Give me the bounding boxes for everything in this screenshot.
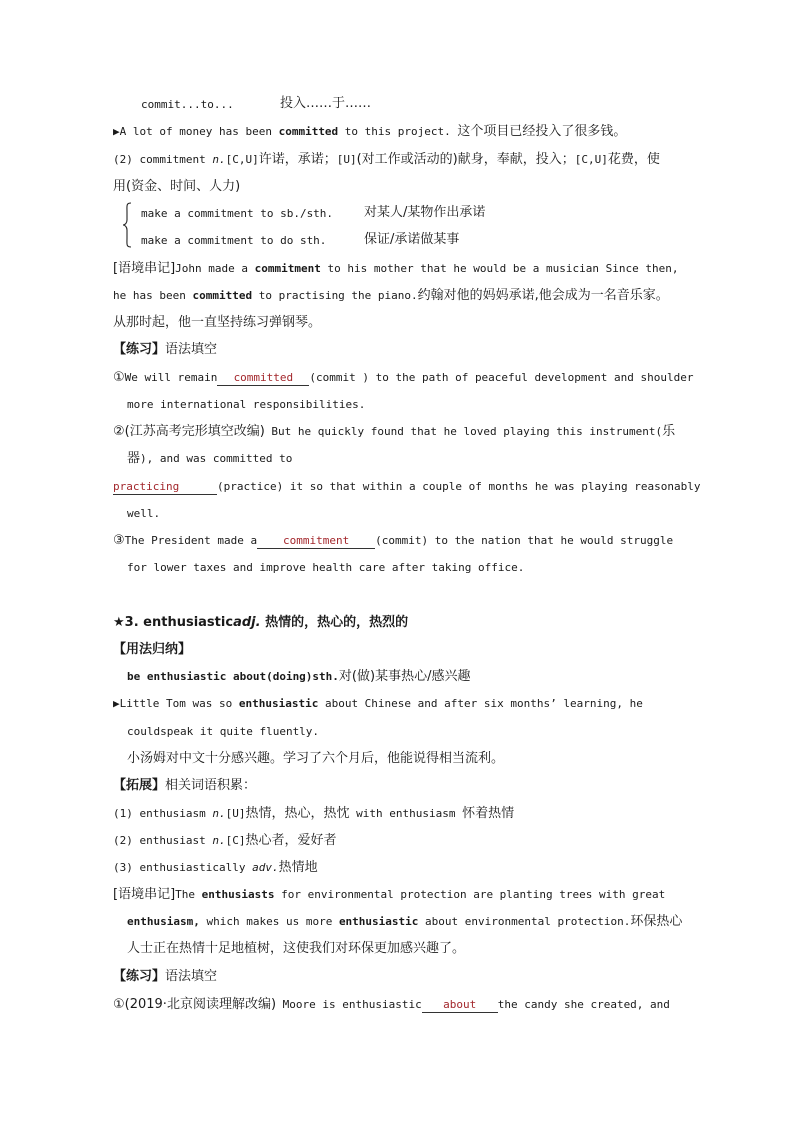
example-text: about Chinese and after six months’ learning, he <box>318 697 643 710</box>
context-line-1 <box>113 887 665 903</box>
ext-pos: n. <box>212 807 226 820</box>
brace-icon <box>122 202 132 248</box>
ext-text: [U] <box>225 807 246 820</box>
context-zh: 环保热心 <box>630 914 683 929</box>
def-text: [C,U] <box>225 153 259 166</box>
context-text: to practising the piano. <box>252 289 418 302</box>
example-zh <box>127 751 504 767</box>
ext-text: (1) enthusiasm <box>113 807 213 820</box>
practice-header <box>113 969 217 985</box>
context-text: for environmental protection are planting trees with great <box>274 888 666 901</box>
context-text: The <box>175 888 202 901</box>
ext-zh: 热情地 <box>278 860 318 875</box>
brace-phrase-en: make a commitment to do sth. <box>141 234 327 247</box>
question-source: (江苏高考完形填空改编) <box>124 424 265 439</box>
question-zh: 乐 <box>662 424 676 439</box>
question-1-cont <box>127 397 365 413</box>
def-zh: 许诺，承诺； <box>258 152 337 167</box>
question-text: (commit ) to the path of peaceful development and shoulder <box>309 371 694 384</box>
question-text: Moore is enthusiastic <box>276 998 422 1011</box>
ext-text: [C] <box>225 834 246 847</box>
question-2-cont <box>127 451 292 467</box>
ext-pos: adv. <box>252 861 279 874</box>
example-bold: enthusiastic <box>238 697 319 710</box>
question-2-answer-line <box>113 479 700 495</box>
def-zh: 用(资金、时间、人力) <box>113 179 241 194</box>
question-text: But he quickly found that he loved playing this instrument( <box>264 425 663 438</box>
question-text: (practice) it so that within a couple of months he was playing reasonably <box>217 480 701 493</box>
phrase-zh <box>280 96 371 112</box>
question-1 <box>113 997 670 1013</box>
ext-text: with enthusiasm <box>349 807 463 820</box>
question-2-end <box>127 506 160 522</box>
question-text: the candy she created, and <box>497 998 670 1011</box>
section-title <box>113 615 408 631</box>
extension-item-3 <box>113 860 318 876</box>
example-sentence <box>113 696 643 712</box>
context-zh: 从那时起，他一直坚持练习弹钢琴。 <box>113 315 322 330</box>
answer-blank[interactable]: practicing <box>113 480 217 495</box>
ext-zh: 怀着热情 <box>462 806 515 821</box>
brace-phrase-1-zh <box>364 205 485 221</box>
example-text: ▶A lot of money has been <box>113 125 279 138</box>
practice-label: 【练习】 <box>113 969 166 984</box>
context-bold: enthusiasm, <box>127 915 200 928</box>
example-text: ▶Little Tom was so <box>113 697 239 710</box>
context-text: to his mother that he would be a musician Since then, <box>320 262 679 275</box>
brace-phrase-2 <box>141 233 326 249</box>
answer-blank[interactable]: about <box>422 998 498 1013</box>
usage-en: be enthusiastic about(doing)sth. <box>127 670 339 683</box>
context-line-3 <box>113 315 321 331</box>
def-zh: 花费，使 <box>607 152 660 167</box>
def-text: (2) commitment <box>113 153 213 166</box>
context-zh: 人士正在热情十足地植树，这使我们对环保更加感兴趣了。 <box>127 941 466 956</box>
extension-label: 【拓展】 <box>113 778 166 793</box>
extension-item-1 <box>113 806 514 822</box>
extension-label-zh: 相关词语积累： <box>165 778 257 793</box>
phrase-line <box>141 97 234 113</box>
extension-header <box>113 778 256 794</box>
def-text: [C,U] <box>574 153 608 166</box>
question-number: ② <box>113 424 125 439</box>
example-text: to this project. <box>338 125 458 138</box>
answer-blank[interactable]: commitment <box>257 534 375 549</box>
def-text: [U] <box>336 153 357 166</box>
practice-label-zh: 语法填空 <box>165 342 218 357</box>
practice-label-zh: 语法填空 <box>165 969 218 984</box>
answer-blank[interactable]: committed <box>217 371 309 386</box>
definition-line <box>113 152 660 168</box>
practice-header <box>113 342 217 358</box>
extension-item-2 <box>113 833 336 849</box>
brace-phrase-en: make a commitment to sb./sth. <box>141 207 334 220</box>
context-bold: enthusiasts <box>201 888 275 901</box>
phrase-zh-text: 投入……于…… <box>280 96 372 111</box>
context-bold: commitment <box>254 262 321 275</box>
question-text: The President made a <box>124 534 258 547</box>
question-text: (commit) to the nation that he would struggle <box>375 534 674 547</box>
context-zh: 约翰对他的妈妈承诺,他会成为一名音乐家。 <box>417 288 669 303</box>
ext-pos: n. <box>212 834 226 847</box>
question-text: We will remain <box>124 371 218 384</box>
question-3-cont <box>127 560 524 576</box>
headword-zh: 热情的，热心的，热烈的 <box>260 615 409 630</box>
headword: enthusiastic <box>143 615 234 630</box>
ext-zh: 热心者，爱好者 <box>245 833 337 848</box>
question-1 <box>113 370 693 386</box>
question-number: ③ <box>113 533 125 548</box>
context-text: he has been <box>113 289 193 302</box>
phrase-en: commit...to... <box>141 98 234 111</box>
example-zh: 这个项目已经投入了很多钱。 <box>457 124 627 139</box>
example-text: couldspeak it quite fluently. <box>127 725 320 738</box>
context-line-3 <box>127 941 465 957</box>
question-text: ), and was committed to <box>140 452 293 465</box>
context-line-2 <box>113 288 669 304</box>
ext-text: (2) enthusiast <box>113 834 213 847</box>
usage-zh: 对(做)某事热心/感兴趣 <box>338 669 471 684</box>
question-source: (2019·北京阅读理解改编) <box>124 997 277 1012</box>
example-bold: committed <box>278 125 339 138</box>
question-number: ① <box>113 997 125 1012</box>
context-text: about environmental protection. <box>418 915 631 928</box>
example-sentence <box>113 124 626 140</box>
context-bold: committed <box>192 289 253 302</box>
question-text: for lower taxes and improve health care after taking office. <box>127 561 525 574</box>
question-2 <box>113 424 675 440</box>
brace-phrase-2-zh <box>364 232 459 248</box>
context-text: which makes us more <box>199 915 339 928</box>
context-label: [语境串记] <box>113 887 176 902</box>
question-zh: 器 <box>127 451 141 466</box>
headword-pos: adj. <box>233 615 261 630</box>
usage-line-1 <box>127 669 470 685</box>
brace-phrase-zh: 保证/承诺做某事 <box>364 232 460 247</box>
ext-text: (3) enthusiastically <box>113 861 253 874</box>
brace-phrase-zh: 对某人/某物作出承诺 <box>364 205 486 220</box>
example-sentence-cont <box>127 724 319 740</box>
question-3 <box>113 533 673 549</box>
usage-label-text: 【用法归纳】 <box>113 642 192 657</box>
definition-line-cont <box>113 179 240 195</box>
context-line-1 <box>113 261 679 277</box>
context-line-2 <box>127 914 682 930</box>
question-number: ① <box>113 370 125 385</box>
def-zh: (对工作或活动的)献身，奉献，投入； <box>356 152 575 167</box>
star-icon: ★3. <box>113 615 144 630</box>
ext-zh: 热情，热心，热忱 <box>245 806 350 821</box>
question-text: well. <box>127 507 161 520</box>
def-pos: n. <box>212 153 226 166</box>
context-bold: enthusiastic <box>338 915 419 928</box>
question-text: more international responsibilities. <box>127 398 366 411</box>
practice-label: 【练习】 <box>113 342 166 357</box>
context-text: John made a <box>175 262 255 275</box>
usage-label <box>113 642 191 658</box>
brace-phrase-1 <box>141 206 333 222</box>
example-zh-text: 小汤姆对中文十分感兴趣。学习了六个月后，他能说得相当流利。 <box>127 751 505 766</box>
context-label: [语境串记] <box>113 261 176 276</box>
